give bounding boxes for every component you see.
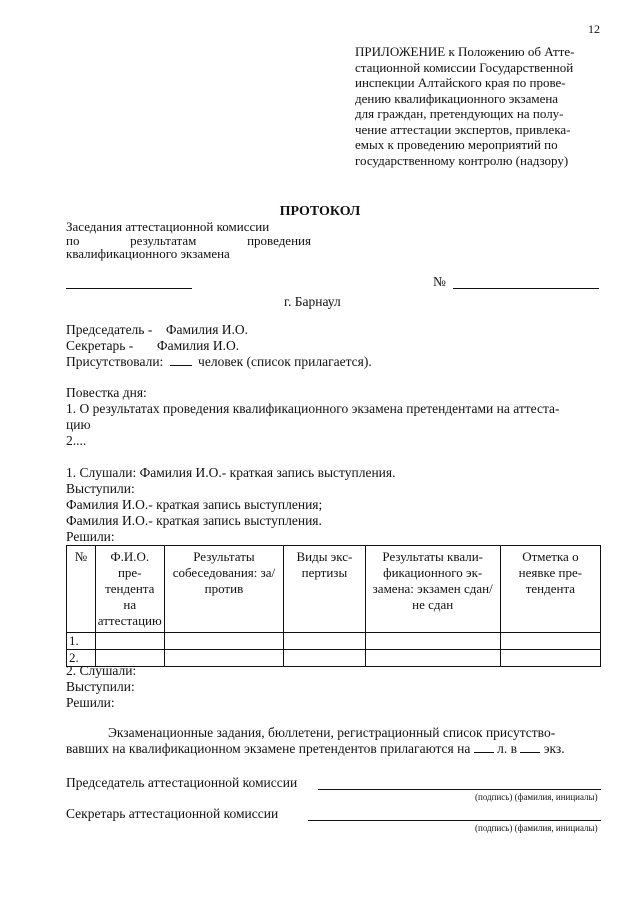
secretary-line: Секретарь - Фамилия И.О. [66, 338, 240, 353]
row-number: 1. [67, 633, 96, 650]
table-cell [164, 650, 283, 667]
date-blank-line [66, 288, 192, 289]
city: г. Барнаул [284, 294, 341, 309]
annex-line: инспекции Алтайского края по прове- [355, 75, 566, 90]
number-blank-line [453, 288, 599, 289]
col-header-interview: Результаты собеседования: за/против [164, 546, 283, 633]
col-header-name: Ф.И.О. пре-тендента на аттестацию [95, 546, 164, 633]
subtitle-word: результатам [130, 232, 197, 248]
chair-sign-note: (подпись) (фамилия, инициалы) [475, 792, 598, 802]
spoke-label: Выступили: [66, 481, 135, 496]
subtitle-line: квалификационного экзамена [66, 246, 230, 261]
number-sign: № [433, 274, 446, 289]
heard-2: 2. Слушали: [66, 663, 137, 678]
chair-line: Председатель - Фамилия И.О. [66, 322, 249, 337]
agenda-item-1: 1. О результатах проведения квалификационного экзамена претендентами на аттеста- [66, 401, 560, 416]
annex-line: стационной комиссии Государственной [355, 59, 574, 75]
closing-text: экз. [543, 741, 565, 756]
row-number: 2. [67, 650, 96, 667]
closing-line-2 [66, 741, 565, 757]
secretary-sign-note: (подпись) (фамилия, инициалы) [475, 823, 598, 833]
heard-1: 1. Слушали: Фамилия И.О.- краткая запись выступления. [66, 465, 396, 480]
table-header-row [67, 546, 601, 633]
annex-note [355, 44, 605, 168]
present-count-blank [170, 354, 192, 366]
table-row [67, 650, 601, 667]
annex-line: для граждан, претендующих на полу- [355, 106, 564, 121]
annex-line: чение аттестации экспертов, привлека- [355, 121, 571, 137]
annex-line: дению квалификационного экзамена [355, 90, 559, 106]
sheets-blank [474, 741, 494, 753]
closing-text: л. в [497, 741, 517, 756]
closing-line-1: Экзаменационные задания, бюллетени, регистрационный список присутство- [108, 725, 556, 740]
subtitle-word: проведения [247, 232, 311, 248]
annex-line: емых к проведению мероприятий по [355, 137, 558, 152]
present-line [66, 354, 372, 370]
col-header-expertise: Виды экс-пертизы [284, 546, 365, 633]
col-header-absence: Отметка о неявке пре-тендента [500, 546, 600, 633]
table-cell [500, 633, 600, 650]
annex-line: ПРИЛОЖЕНИЕ к Положению об Атте- [355, 44, 575, 59]
agenda-item-1-cont: цию [66, 417, 91, 432]
closing-text: вавших на квалификационном экзамене претендентов прилагаются на [66, 741, 471, 756]
table-cell [164, 633, 283, 650]
annex-line: государственному контролю (надзору) [355, 152, 569, 168]
table-cell [284, 650, 365, 667]
page-number: 12 [588, 22, 600, 36]
chair-sign-label: Председатель аттестационной комиссии [66, 775, 298, 790]
chair-sign-line [318, 789, 601, 790]
table-cell [95, 633, 164, 650]
secretary-sign-label: Секретарь аттестационной комиссии [66, 806, 279, 821]
spoke-1: Фамилия И.О.- краткая запись выступления; [66, 497, 323, 512]
decided-label: Решили: [66, 529, 115, 544]
table-cell [365, 650, 500, 667]
spoke-2: Фамилия И.О.- краткая запись выступления. [66, 513, 322, 528]
subtitle-line: Заседания аттестационной комиссии [66, 219, 270, 234]
decided-label-2: Решили: [66, 695, 115, 710]
copies-blank [520, 741, 540, 753]
table-cell [284, 633, 365, 650]
subtitle-word: по [66, 232, 80, 248]
present-rest: человек (список прилагается). [198, 354, 372, 369]
col-header-exam-result: Результаты квали-фикационного эк-замена: экзамен сдан/не сдан [365, 546, 500, 633]
table-cell [500, 650, 600, 667]
secretary-sign-line [308, 820, 601, 821]
agenda-item-2: 2.... [66, 433, 87, 448]
present-label: Присутствовали: [66, 354, 164, 369]
document-title: ПРОТОКОЛ [279, 204, 361, 219]
spoke-label-2: Выступили: [66, 679, 135, 694]
results-table [66, 545, 601, 667]
table-cell [365, 633, 500, 650]
subtitle-line [66, 234, 311, 248]
table-row [67, 633, 601, 650]
agenda-title: Повестка дня: [66, 385, 147, 400]
col-header-number: № [67, 546, 96, 633]
document-subtitle [66, 220, 311, 261]
